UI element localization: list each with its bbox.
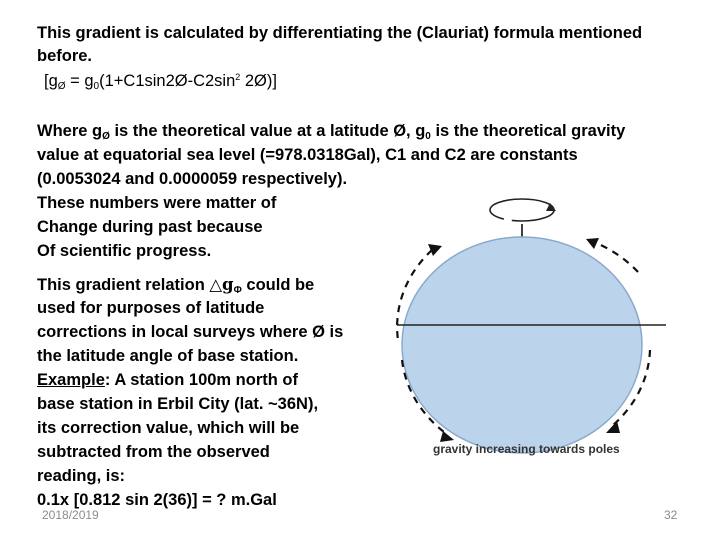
arrow-up-left-icon	[428, 244, 442, 256]
formula-open: [g	[44, 72, 58, 90]
diagram-caption: gravity increasing towards poles	[433, 442, 620, 456]
relation-line-9: reading, is:	[37, 467, 126, 485]
where-line-3: (0.0053024 and 0.0000059 respectively).	[37, 170, 348, 188]
relation-line-10: 0.1x [0.812 sin 2(36)] = ? m.Gal	[37, 491, 277, 509]
example-line	[37, 369, 298, 393]
formula	[44, 70, 277, 96]
formula-mid: (1+C1sin2Ø-C2sin	[99, 72, 236, 90]
relation-line-7: its correction value, which will be	[37, 419, 300, 437]
intro-line-1: This gradient is calculated by differentiating the (Clauriat) formula mentioned	[37, 24, 643, 42]
earth-ellipse	[402, 237, 642, 453]
relation-line-2: used for purposes of latitude	[37, 299, 265, 317]
where-text-b: is the theoretical value at a latitude Ø, g	[109, 122, 426, 140]
where-line-4: These numbers were matter of	[37, 194, 277, 212]
relation-line-4: the latitude angle of base station.	[37, 347, 299, 365]
formula-sup-2: 2	[235, 72, 241, 82]
relation-text-a: This gradient relation	[37, 276, 210, 294]
relation-line-6: base station in Erbil City (lat. ~36N),	[37, 395, 319, 413]
where-line-6: Of scientific progress.	[37, 242, 212, 260]
where-text-c: is the theoretical gravity	[430, 122, 626, 140]
relation-sub-phi: Φ	[233, 285, 242, 296]
delta-g-symbol: △g	[209, 275, 234, 294]
rotation-arrow-icon	[490, 199, 556, 221]
example-text: : A station 100m north of	[104, 371, 298, 389]
arrow-up-right-icon	[586, 238, 599, 249]
page-number: 32	[664, 508, 678, 522]
where-line-5: Change during past because	[37, 218, 263, 236]
formula-sub-phi: Ø	[57, 81, 66, 92]
where-text-a: Where g	[37, 122, 103, 140]
where-line-1	[37, 120, 625, 146]
relation-text-b: could be	[241, 276, 315, 294]
formula-eq: = g	[65, 72, 94, 90]
earth-rotation-diagram	[380, 190, 680, 470]
formula-sub-0: 0	[93, 81, 100, 92]
relation-line-3: corrections in local surveys where Ø is	[37, 323, 344, 341]
footer-date: 2018/2019	[42, 508, 99, 522]
intro-line-2: before.	[37, 47, 93, 65]
example-label: Example	[37, 371, 105, 389]
where-line-2: value at equatorial sea level (=978.0318Gal), C1 and C2 are constants	[37, 146, 578, 164]
relation-line-8: subtracted from the observed	[37, 443, 270, 461]
arrow-down-right-icon	[606, 421, 620, 433]
formula-end: 2Ø)]	[240, 72, 277, 90]
where-sub-0: 0	[425, 131, 431, 142]
where-sub-phi: Ø	[102, 131, 110, 142]
relation-line-1	[37, 273, 314, 300]
